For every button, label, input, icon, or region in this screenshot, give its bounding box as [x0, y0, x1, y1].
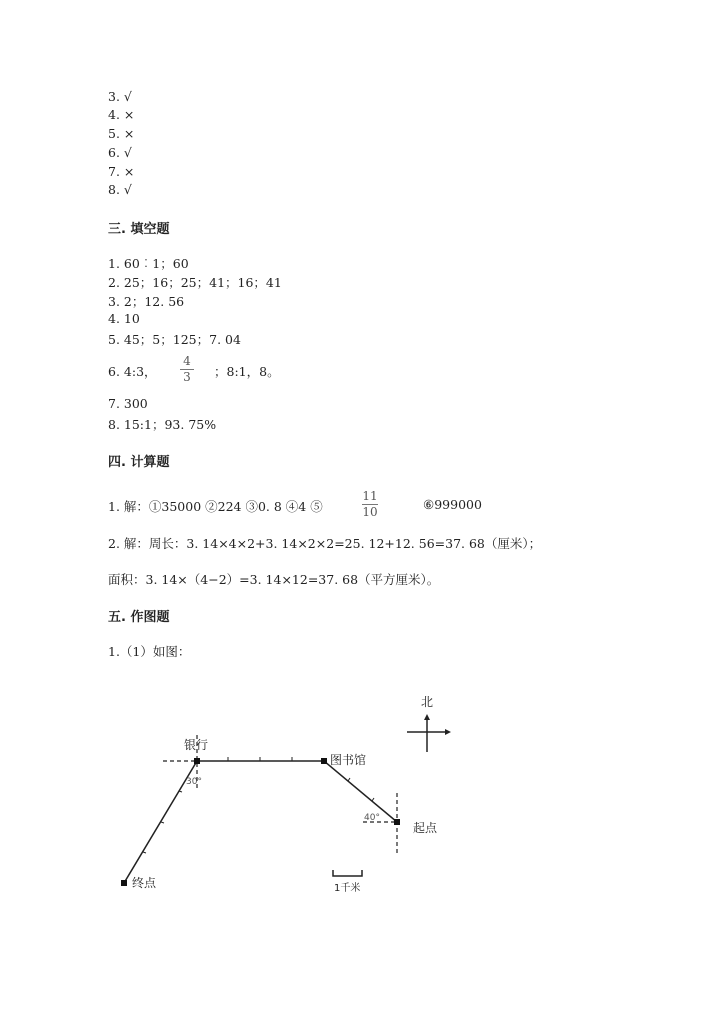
- label-bank: 银行: [184, 738, 209, 752]
- judge-answer: 7. ×: [108, 164, 135, 179]
- draw-answer-1: 1.（1）如图：: [108, 644, 191, 659]
- label-scale: 1千米: [334, 883, 361, 894]
- section-heading-fill: 三. 填空题: [108, 222, 170, 237]
- fill-answer: 5. 45；5；125；7. 04: [108, 332, 241, 347]
- fill-answer: 4. 10: [108, 311, 140, 326]
- label-angle-40: 40°: [364, 813, 380, 823]
- fill-answer-6-prefix: 6. 4:3，: [108, 364, 157, 379]
- fill-answer: 7. 300: [108, 396, 148, 411]
- scale-bar: [333, 870, 362, 876]
- calc-answer-1-prefix: 1. 解：①35000 ②224 ③0. 8 ④4 ⑤: [108, 499, 323, 514]
- section-heading-calc: 四. 计算题: [108, 455, 170, 470]
- calc-answer-2-area: 面积：3. 14×（4−2）=3. 14×12=37. 68（平方厘米）。: [108, 572, 440, 587]
- label-north: 北: [421, 695, 434, 709]
- fill-answer: 1. 60︰1；60: [108, 256, 189, 271]
- label-end: 终点: [132, 876, 157, 890]
- label-start: 起点: [413, 821, 438, 835]
- calc-answer-1-suffix: ⑥999000: [423, 497, 482, 512]
- fill-answer: 8. 15:1；93. 75%: [108, 417, 217, 432]
- fill-answer-6-suffix: ；8:1，8。: [214, 364, 280, 379]
- numerator: 4: [183, 354, 191, 368]
- numerator: 11: [362, 489, 378, 503]
- judge-answer: 3. √: [108, 89, 132, 104]
- calc-answer-2: 2. 解：周长：3. 14×4×2+3. 14×2×2=25. 12+12. 56=37. 68（厘米）；: [108, 536, 542, 551]
- route-library-start: [324, 761, 397, 822]
- fill-answer: 3. 2；12. 56: [108, 294, 185, 309]
- judge-answer: 4. ×: [108, 107, 135, 122]
- denominator: 10: [362, 505, 378, 519]
- judge-answer: 5. ×: [108, 126, 135, 141]
- label-angle-30: 30°: [186, 777, 202, 787]
- denominator: 3: [180, 369, 194, 385]
- fill-answer: 2. 25；16；25；41；16；41: [108, 275, 282, 290]
- judge-answer: 6. √: [108, 145, 132, 160]
- section-heading-draw: 五. 作图题: [108, 610, 170, 625]
- judge-answer: 8. √: [108, 182, 132, 197]
- label-library: 图书馆: [330, 753, 367, 767]
